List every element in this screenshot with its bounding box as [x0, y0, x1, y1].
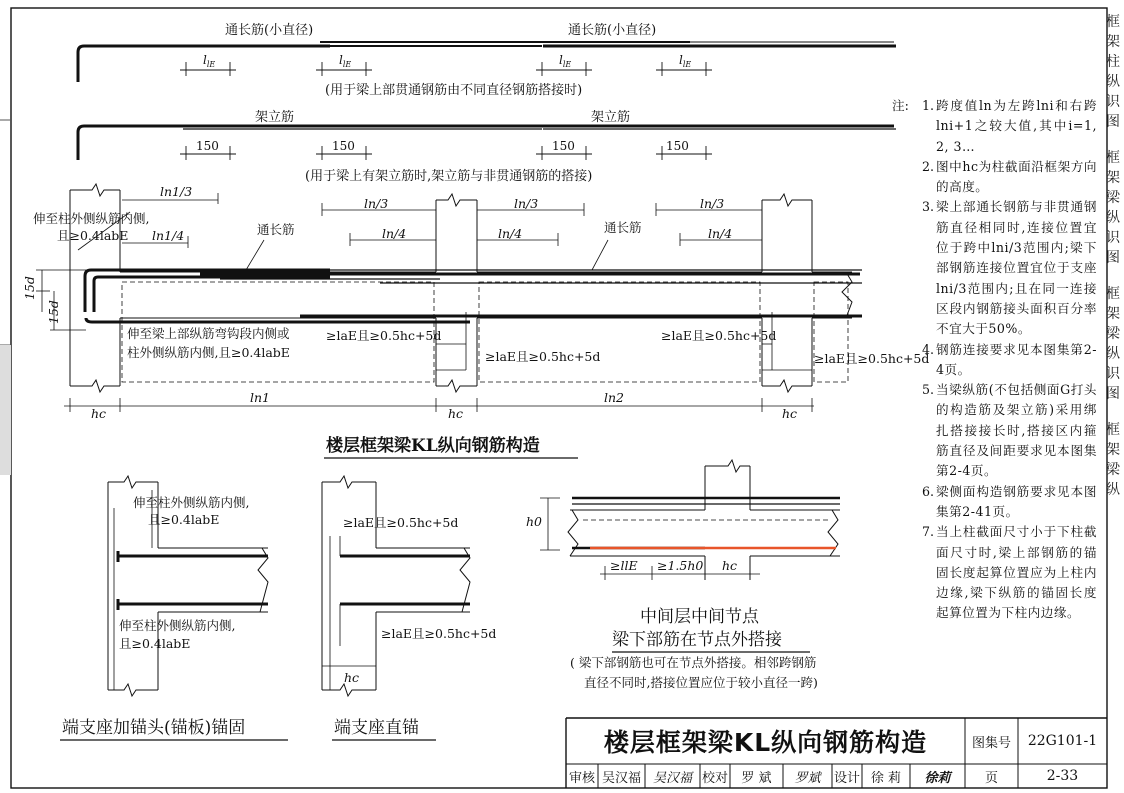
note-erection-bar-lap: (用于梁上有架立筋时,架立筋与非贯通钢筋的搭接) — [305, 169, 593, 184]
svg-text:伸至柱外侧纵筋内侧,: 伸至柱外侧纵筋内侧, — [33, 211, 150, 226]
title-detail-mid-2: 梁下部筋在节点外搭接 — [612, 630, 782, 650]
svg-text:ln1/4: ln1/4 — [152, 228, 185, 243]
review-label: 审核 — [568, 770, 595, 786]
detail-b-labels — [343, 515, 496, 685]
svg-text:伸至柱外侧纵筋内侧,: 伸至柱外侧纵筋内侧, — [133, 495, 250, 510]
strip-char: 架 — [1106, 442, 1120, 458]
svg-text:且≥0.4labE: 且≥0.4labE — [148, 512, 220, 527]
main-beam-elevation — [36, 184, 862, 412]
strip-char: 框 — [1106, 150, 1120, 166]
page-label: 页 — [984, 770, 998, 786]
svg-text:≥laE且≥0.5hc+5d: ≥laE且≥0.5hc+5d — [326, 328, 442, 343]
svg-text:≥llE: ≥llE — [610, 558, 638, 573]
note-detail-mid-1: ( 梁下部钢筋也可在节点外搭接。相邻跨钢筋 — [570, 655, 817, 670]
note-item-6 — [892, 482, 1097, 523]
strip-char: 梁 — [1106, 462, 1120, 478]
note-item-7 — [892, 522, 1097, 623]
checker-name: 罗 斌 — [741, 770, 772, 786]
svg-text:ln/4: ln/4 — [498, 226, 523, 241]
svg-text:ln/3: ln/3 — [700, 196, 725, 211]
label-erection-bar-right: 架立筋 — [591, 110, 631, 125]
svg-text:h0: h0 — [526, 514, 543, 529]
strip-char: 识 — [1106, 366, 1120, 382]
svg-text:llE: $l_{lE}$ — [203, 53, 216, 69]
title-detail-mid-1: 中间层中间节点 — [640, 607, 759, 627]
note-number: 2. — [922, 158, 935, 174]
note-item-3 — [892, 197, 1097, 339]
svg-text:≥laE且≥0.5hc+5d: ≥laE且≥0.5hc+5d — [381, 626, 497, 641]
svg-text:llE: $l_{lE}$ — [559, 53, 572, 69]
svg-text:ln1: ln1 — [250, 390, 271, 405]
strip-char: 图 — [1106, 250, 1120, 266]
svg-text:hc: hc — [91, 406, 107, 421]
strip-char: 框 — [1106, 422, 1120, 438]
chapter-index-strip — [1102, 0, 1124, 793]
strip-char: 架 — [1106, 170, 1120, 186]
notes-label: 注: — [892, 98, 909, 113]
svg-text:通长筋: 通长筋 — [604, 220, 642, 235]
top-lap-diagram-through-bar — [78, 42, 896, 82]
svg-text:≥laE且≥0.5hc+5d: ≥laE且≥0.5hc+5d — [343, 515, 459, 530]
note-through-bar-lap: (用于梁上部贯通钢筋由不同直径钢筋搭接时) — [325, 83, 583, 98]
svg-text:ln1/3: ln1/3 — [160, 184, 193, 199]
svg-text:≥laE且≥0.5hc+5d: ≥laE且≥0.5hc+5d — [661, 328, 777, 343]
strip-char: 梁 — [1106, 326, 1120, 342]
svg-text:150: 150 — [332, 139, 355, 153]
svg-text:且≥0.4labE: 且≥0.4labE — [57, 228, 129, 243]
label-erection-bar-left: 架立筋 — [255, 110, 295, 125]
checker-signature: 罗斌 — [794, 770, 821, 786]
svg-text:150: 150 — [552, 139, 575, 153]
note-text: 图中hc为柱截面沿框架方向的高度。 — [936, 158, 1097, 195]
strip-char: 架 — [1106, 34, 1120, 50]
note-text: 当梁纵筋(不包括侧面G打头的构造筋及架立筋)采用绑扎搭接接长时,搭接区内箍筋直径及间距要求见本图集第2-4页。 — [936, 382, 1097, 479]
svg-text:ln/3: ln/3 — [514, 196, 539, 211]
svg-text:≥1.5h0: ≥1.5h0 — [657, 558, 704, 573]
page-number: 2-33 — [1046, 768, 1079, 784]
svg-text:llE: $l_{lE}$ — [339, 53, 352, 69]
strip-char: 架 — [1106, 306, 1120, 322]
reviewer-signature: 吴汉福 — [652, 770, 692, 786]
strip-char: 梁 — [1106, 190, 1120, 206]
note-text: 跨度值ln为左跨lni和右跨lni+1之较大值,其中i=1, 2, 3… — [936, 98, 1097, 154]
svg-text:hc: hc — [344, 670, 360, 685]
strip-char: 纵 — [1106, 210, 1120, 226]
strip-char: 纵 — [1106, 482, 1120, 498]
svg-text:伸至柱外侧纵筋内侧,: 伸至柱外侧纵筋内侧, — [119, 618, 236, 633]
svg-text:hc: hc — [782, 406, 798, 421]
note-item-5 — [892, 380, 1097, 481]
label-through-bar-small-left: 通长筋(小直径) — [225, 23, 314, 38]
svg-text:15d: 15d — [46, 300, 61, 324]
svg-text:hc: hc — [722, 558, 738, 573]
note-item-2 — [892, 157, 1097, 198]
svg-text:ln2: ln2 — [604, 390, 625, 405]
note-item-4 — [892, 340, 1097, 381]
left-margin-tab — [0, 345, 11, 475]
title-detail-end-straight: 端支座直锚 — [334, 718, 419, 738]
note-number: 7. — [922, 524, 935, 540]
svg-text:ln/3: ln/3 — [364, 196, 389, 211]
designer-name: 徐 莉 — [870, 770, 902, 786]
strip-char: 柱 — [1106, 54, 1120, 70]
note-text: 梁侧面构造钢筋要求见本图集第2-41页。 — [936, 483, 1097, 519]
note-number: 3. — [922, 199, 935, 215]
note-number: 1. — [922, 98, 935, 113]
svg-text:150: 150 — [196, 139, 219, 153]
title-block-title: 楼层框架梁KL纵向钢筋构造 — [603, 728, 928, 757]
note-number: 4. — [922, 341, 935, 357]
lap-150-labels — [196, 139, 689, 153]
svg-text:ln/4: ln/4 — [382, 226, 407, 241]
note-text: 梁上部通长钢筋与非贯通钢筋直径相同时,连接位置宜位于跨中lni/3范围内;梁下部钢筋连接位置宜位于支座lni/3范围内;且在同一连接区段内钢筋接头面积百分率不宜大于50%。 — [936, 199, 1097, 337]
svg-text:15d: 15d — [22, 276, 37, 300]
svg-text:且≥0.4labE: 且≥0.4labE — [119, 636, 191, 651]
main-elevation-labels — [22, 184, 929, 421]
atlas-label: 图集号 — [971, 735, 1011, 751]
svg-text:150: 150 — [666, 139, 689, 153]
strip-char: 纵 — [1106, 346, 1120, 362]
reviewer-name: 吴汉福 — [601, 770, 641, 786]
designer-signature: 徐莉 — [924, 770, 951, 786]
svg-text:通长筋: 通长筋 — [257, 222, 295, 237]
design-label: 设计 — [833, 770, 860, 786]
note-text: 钢筋连接要求见本图集第2-4页。 — [936, 341, 1097, 377]
strip-char: 框 — [1106, 14, 1120, 30]
strip-char: 图 — [1106, 386, 1120, 402]
strip-char: 框 — [1106, 286, 1120, 302]
svg-text:伸至梁上部纵筋弯钩段内侧或: 伸至梁上部纵筋弯钩段内侧或 — [127, 326, 290, 341]
svg-text:≥laE且≥0.5hc+5d: ≥laE且≥0.5hc+5d — [485, 349, 601, 364]
svg-text:≥laE且≥0.5hc+5d: ≥laE且≥0.5hc+5d — [814, 351, 930, 366]
general-notes — [892, 96, 1097, 624]
note-item-1 — [892, 96, 1097, 157]
note-detail-mid-2: 直径不同时,搭接位置应位于较小直径一跨) — [584, 675, 818, 690]
title-block — [566, 718, 1107, 787]
strip-char: 纵 — [1106, 74, 1120, 90]
svg-text:柱外侧纵筋内侧,且≥0.4labE: 柱外侧纵筋内侧,且≥0.4labE — [127, 345, 290, 360]
check-label: 校对 — [701, 770, 728, 786]
main-heading: 楼层框架梁KL纵向钢筋构造 — [326, 436, 540, 456]
detail-a-labels — [119, 495, 249, 651]
note-number: 5. — [922, 382, 935, 398]
svg-text:hc: hc — [448, 406, 464, 421]
svg-text:ln/4: ln/4 — [708, 226, 733, 241]
atlas-number: 22G101-1 — [1027, 733, 1098, 749]
label-through-bar-small-right: 通长筋(小直径) — [568, 23, 657, 38]
lap-length-labels — [203, 53, 691, 69]
strip-char: 识 — [1106, 94, 1120, 110]
title-detail-end-anchor-plate: 端支座加锚头(锚板)锚固 — [62, 718, 246, 738]
note-number: 6. — [922, 483, 935, 499]
note-text: 当上柱截面尺寸小于下柱截面尺寸时,梁上部钢筋的锚固长度起算位置应为上柱内边缘,梁下纵筋的锚固长度起算位置为下柱内边缘。 — [936, 524, 1097, 621]
svg-text:llE: $l_{lE}$ — [679, 53, 692, 69]
strip-char: 图 — [1106, 114, 1120, 130]
strip-char: 识 — [1106, 230, 1120, 246]
detail-end-straight-anchor — [322, 476, 470, 696]
